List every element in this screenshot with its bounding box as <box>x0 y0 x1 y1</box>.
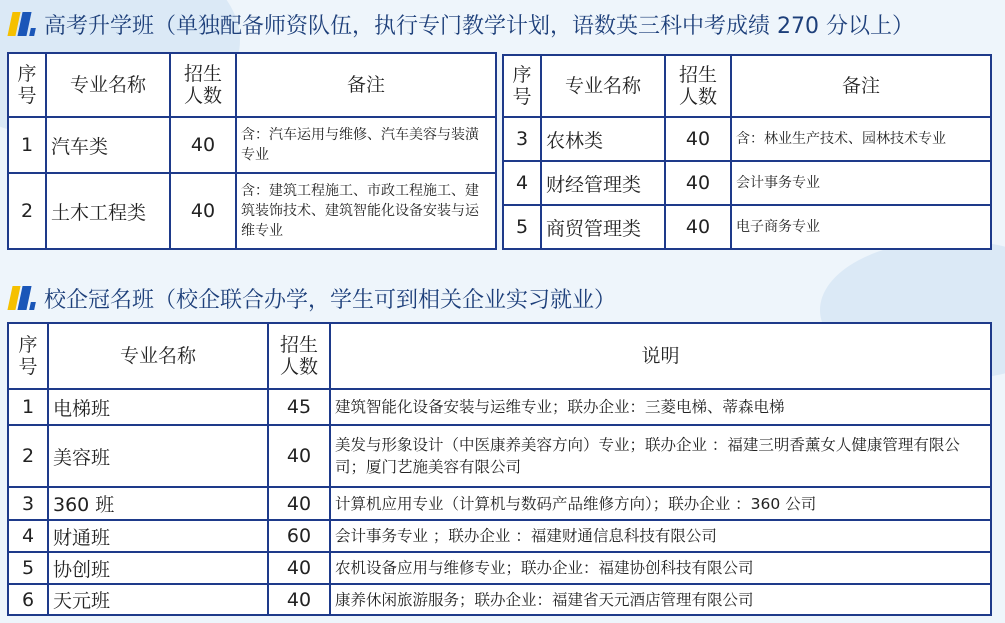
cell-name: 财经管理类 <box>541 161 665 205</box>
cell-count: 40 <box>268 552 330 584</box>
header-seq: 序号 <box>503 55 541 117</box>
flag-icon <box>8 284 38 312</box>
cell-seq: 3 <box>8 487 48 520</box>
cell-seq: 2 <box>8 173 46 249</box>
section-title-text: 高考升学班（单独配备师资队伍，执行专门教学计划，语数英三科中考成绩 270 分以上） <box>44 13 914 39</box>
cell-note: 康养休闲旅游服务；联办企业：福建省天元酒店管理有限公司 <box>330 584 991 615</box>
table-enterprise <box>7 322 992 616</box>
section-title-text: 校企冠名班（校企联合办学，学生可到相关企业实习就业） <box>44 287 617 313</box>
cell-name: 天元班 <box>48 584 268 615</box>
cell-seq: 2 <box>8 425 48 487</box>
table-row <box>503 205 991 249</box>
header-count: 招生人数 <box>268 323 330 389</box>
table-row <box>8 584 991 615</box>
table-row <box>503 161 991 205</box>
header-count: 招生人数 <box>170 53 236 117</box>
cell-name: 协创班 <box>48 552 268 584</box>
cell-name: 汽车类 <box>46 117 170 173</box>
cell-note: 含：林业生产技术、园林技术专业 <box>731 117 991 161</box>
cell-count: 40 <box>665 161 731 205</box>
cell-count: 40 <box>268 487 330 520</box>
table-header-row <box>8 323 991 389</box>
cell-name: 商贸管理类 <box>541 205 665 249</box>
cell-count: 40 <box>170 117 236 173</box>
header-note: 备注 <box>731 55 991 117</box>
cell-name: 电梯班 <box>48 389 268 425</box>
cell-note: 建筑智能化设备安装与运维专业；联办企业：三菱电梯、蒂森电梯 <box>330 389 991 425</box>
table-header-row <box>503 55 991 117</box>
header-note: 说明 <box>330 323 991 389</box>
header-note: 备注 <box>236 53 496 117</box>
cell-count: 60 <box>268 520 330 552</box>
header-name: 专业名称 <box>48 323 268 389</box>
section-title-2 <box>8 280 616 316</box>
cell-name: 美容班 <box>48 425 268 487</box>
header-name: 专业名称 <box>46 53 170 117</box>
header-name: 专业名称 <box>541 55 665 117</box>
cell-seq: 1 <box>8 117 46 173</box>
cell-seq: 4 <box>8 520 48 552</box>
cell-seq: 6 <box>8 584 48 615</box>
table-row <box>8 425 991 487</box>
cell-name: 财通班 <box>48 520 268 552</box>
cell-note: 含：汽车运用与维修、汽车美容与装潢专业 <box>236 117 496 173</box>
cell-note: 计算机应用专业（计算机与数码产品维修方向）；联办企业 ：360 公司 <box>330 487 991 520</box>
table-row <box>8 389 991 425</box>
cell-note: 会计事务专业 ；联办企业 ：福建财通信息科技有限公司 <box>330 520 991 552</box>
table-header-row <box>8 53 496 117</box>
cell-note: 会计事务专业 <box>731 161 991 205</box>
cell-count: 40 <box>268 425 330 487</box>
cell-seq: 5 <box>503 205 541 249</box>
cell-count: 40 <box>665 117 731 161</box>
header-count: 招生人数 <box>665 55 731 117</box>
flag-icon <box>8 10 38 38</box>
header-seq: 序号 <box>8 323 48 389</box>
cell-seq: 3 <box>503 117 541 161</box>
cell-name: 360 班 <box>48 487 268 520</box>
table-gaokao-left <box>7 52 497 250</box>
cell-note: 电子商务专业 <box>731 205 991 249</box>
header-seq: 序号 <box>8 53 46 117</box>
cell-note: 农机设备应用与维修专业；联办企业：福建协创科技有限公司 <box>330 552 991 584</box>
cell-count: 40 <box>665 205 731 249</box>
section-title-1 <box>8 6 914 42</box>
cell-note: 含：建筑工程施工、市政工程施工、建筑装饰技术、建筑智能化设备安装与运维专业 <box>236 173 496 249</box>
table-row <box>8 173 496 249</box>
cell-seq: 4 <box>503 161 541 205</box>
cell-count: 40 <box>170 173 236 249</box>
cell-seq: 5 <box>8 552 48 584</box>
table-row <box>8 117 496 173</box>
cell-name: 农林类 <box>541 117 665 161</box>
table-row <box>503 117 991 161</box>
table-row <box>8 552 991 584</box>
table-row <box>8 520 991 552</box>
cell-note: 美发与形象设计（中医康养美容方向）专业；联办企业 ：福建三明香薰女人健康管理有限公司；厦门艺施美容有限公司 <box>330 425 991 487</box>
table-gaokao-right <box>502 54 992 250</box>
cell-name: 土木工程类 <box>46 173 170 249</box>
table-row <box>8 487 991 520</box>
cell-count: 40 <box>268 584 330 615</box>
cell-seq: 1 <box>8 389 48 425</box>
cell-count: 45 <box>268 389 330 425</box>
